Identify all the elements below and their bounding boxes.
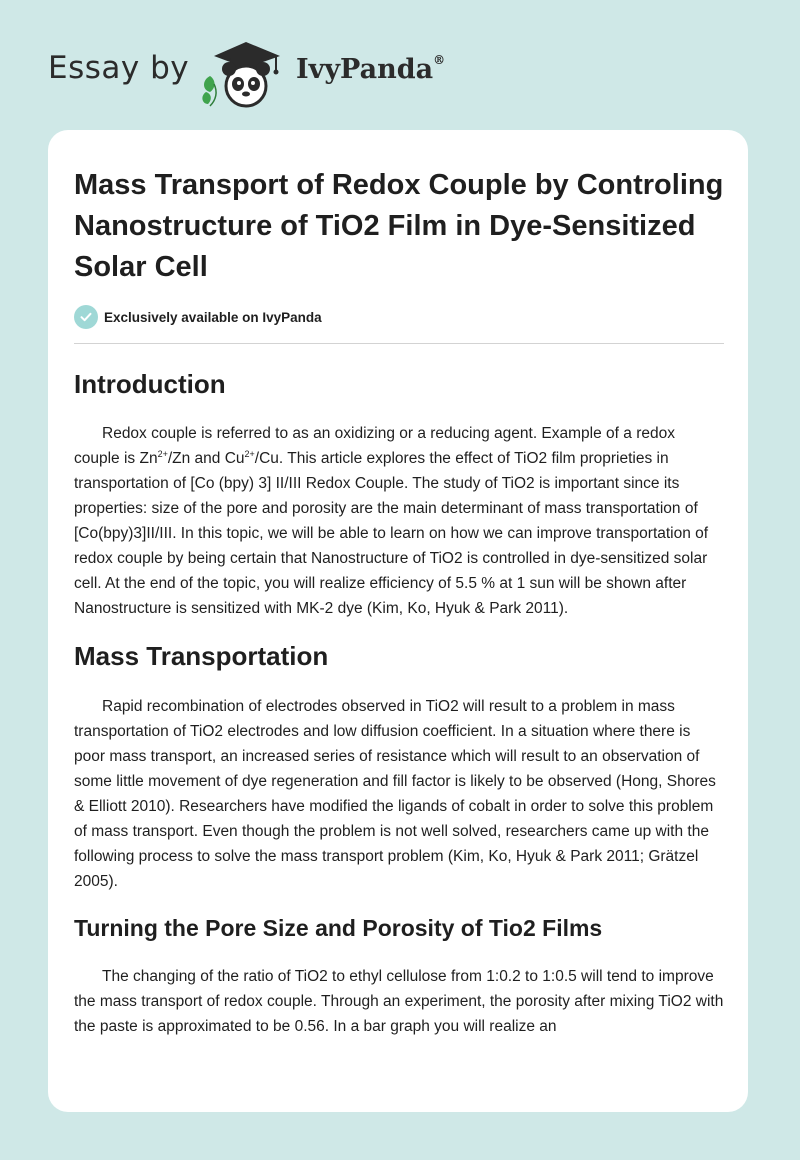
section-heading-mass-transportation: Mass Transportation [74, 641, 329, 671]
essay-by-label: Essay by [48, 50, 190, 86]
text-run: /Cu. This article explores the effect of TiO2 film proprieties in transportation of [Co (bpy) 3] II/III Redox Couple. The study of TiO2 is important since its properties: size of the pore and porosity are the main determinant of mass transportation of [Co(bpy)3]II/III. In this topic, we will be able to learn on how we can improve transportation of redox couple by being certain that Nanostructure of TiO2 is controlled in dye-sensitized solar cell. At the end of the topic, you will realize efficiency of 5.5 % at 1 sun will be shown after Nanostructure is sensitized with MK-2 dye (Kim, Ko, Hyuk & Park 2011). [74, 450, 709, 617]
article-title: Mass Transport of Redox Couple by Controling Nanostructure of TiO2 Film in Dye-Sensitized Solar Cell [74, 169, 724, 283]
superscript: 2+ [157, 448, 168, 459]
brand-name[interactable] [296, 54, 445, 85]
section-paragraph-pore-size: The changing of the ratio of TiO2 to ethyl cellulose from 1:0.2 to 1:0.5 will tend to improve the mass transport of redox couple. Through an experiment, the porosity after mixing TiO2 with the paste is approximated to be 0.56. In a bar graph you will realize an [74, 968, 724, 1035]
superscript: 2+ [244, 448, 255, 459]
text-run: Redox couple is referred to as an oxidizing or a reducing agent. Example of a redox couple is Zn [74, 425, 675, 467]
exclusive-badge-label: Exclusively available on IvyPanda [104, 309, 322, 325]
exclusive-badge [74, 305, 724, 329]
brand-text: IvyPanda [296, 54, 434, 85]
text-run: /Zn and Cu [167, 450, 245, 467]
section-paragraph-introduction [74, 421, 724, 621]
ivypanda-logo-icon[interactable] [196, 36, 292, 108]
section-paragraph-mass-transportation: Rapid recombination of electrodes observed in TiO2 will result to a problem in mass transportation of TiO2 electrodes and low diffusion coefficient. In a situation where there is poor mass transport, an increased series of resistance which will result to an observation of some little movement of dye regeneration and fill factor is likely to be observed (Hong, Shores & Elliott 2010). Researchers have modified the ligands of cobalt in order to solve this problem of mass transport. Even though the problem is not well solved, researchers came up with the following process to solve the mass transport problem (Kim, Ko, Hyuk & Park 2011; Grätzel 2005). [74, 698, 716, 890]
check-icon [74, 305, 98, 329]
registered-mark: ® [433, 53, 446, 67]
article-content [74, 165, 724, 1039]
section-heading-pore-size: Turning the Pore Size and Porosity of Tio2 Films [74, 915, 603, 941]
divider [74, 343, 724, 344]
section-heading-introduction: Introduction [74, 369, 226, 399]
site-header [0, 0, 800, 130]
article-card [48, 130, 748, 1112]
